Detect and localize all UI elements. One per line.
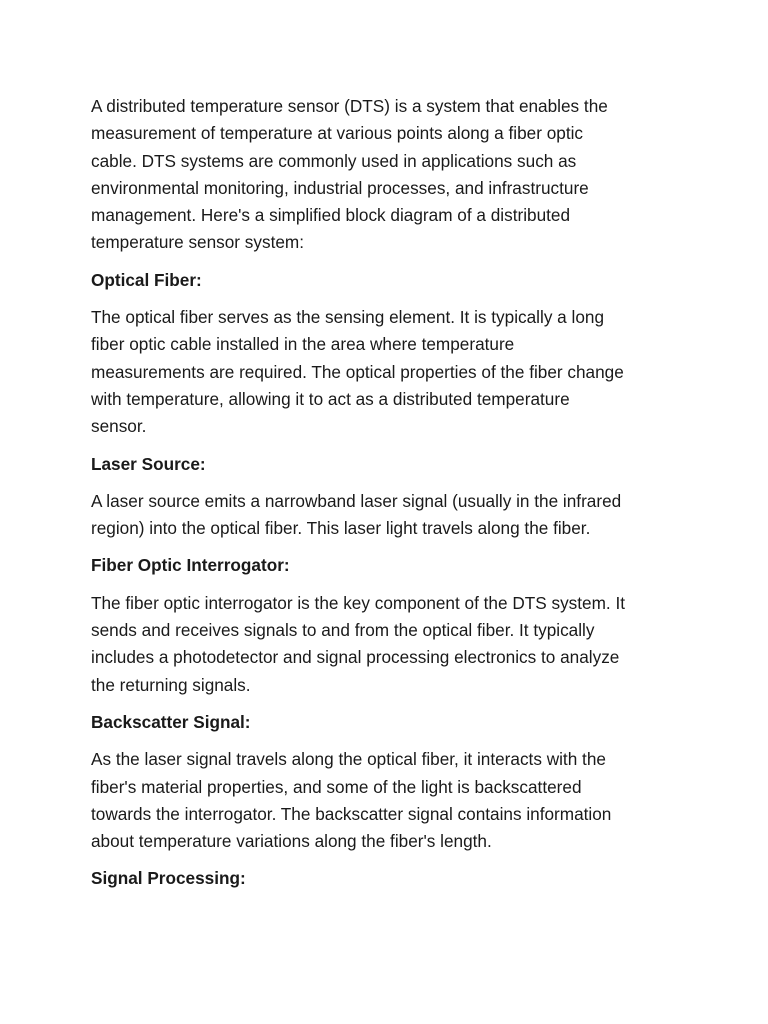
text-line: The fiber optic interrogator is the key component of the DTS system. It xyxy=(91,592,626,613)
text-line: includes a photodetector and signal processing electronics to analyze xyxy=(91,647,620,668)
text-line: The optical fiber serves as the sensing element. It is typically a long xyxy=(91,307,605,328)
section-body-fiber-optic-interrogator xyxy=(91,590,681,699)
section-heading-optical-fiber: Optical Fiber: xyxy=(91,269,202,290)
text-line: sensor. xyxy=(91,416,147,437)
text-line: fiber's material properties, and some of the light is backscattered xyxy=(91,776,582,797)
section-body-laser-source xyxy=(91,488,681,543)
text-line: sends and receives signals to and from the optical fiber. It typically xyxy=(91,620,595,641)
text-line: about temperature variations along the fiber's length. xyxy=(91,831,492,852)
text-line: cable. DTS systems are commonly used in applications such as xyxy=(91,150,577,171)
document-body xyxy=(91,93,681,903)
text-line: the returning signals. xyxy=(91,674,251,695)
text-line: A laser source emits a narrowband laser signal (usually in the infrared xyxy=(91,490,622,511)
intro-paragraph xyxy=(91,93,681,257)
section-body-backscatter-signal xyxy=(91,746,681,855)
text-line: fiber optic cable installed in the area where temperature xyxy=(91,334,515,355)
text-line: environmental monitoring, industrial processes, and infrastructure xyxy=(91,177,589,198)
section-heading-laser-source: Laser Source: xyxy=(91,453,206,474)
text-line: measurements are required. The optical properties of the fiber change xyxy=(91,361,624,382)
text-line: A distributed temperature sensor (DTS) is a system that enables the xyxy=(91,96,608,116)
text-line: As the laser signal travels along the optical fiber, it interacts with the xyxy=(91,749,606,770)
text-line: with temperature, allowing it to act as a distributed temperature xyxy=(91,388,570,409)
text-line: towards the interrogator. The backscatter signal contains information xyxy=(91,803,612,824)
text-line: measurement of temperature at various points along a fiber optic xyxy=(91,123,584,144)
section-heading-signal-processing: Signal Processing: xyxy=(91,868,246,889)
section-heading-fiber-optic-interrogator: Fiber Optic Interrogator: xyxy=(91,555,290,576)
text-line: region) into the optical fiber. This laser light travels along the fiber. xyxy=(91,518,591,539)
section-heading-backscatter-signal: Backscatter Signal: xyxy=(91,711,251,732)
text-line: temperature sensor system: xyxy=(91,232,305,253)
text-line: management. Here's a simplified block diagram of a distributed xyxy=(91,205,571,226)
section-body-optical-fiber xyxy=(91,304,681,440)
